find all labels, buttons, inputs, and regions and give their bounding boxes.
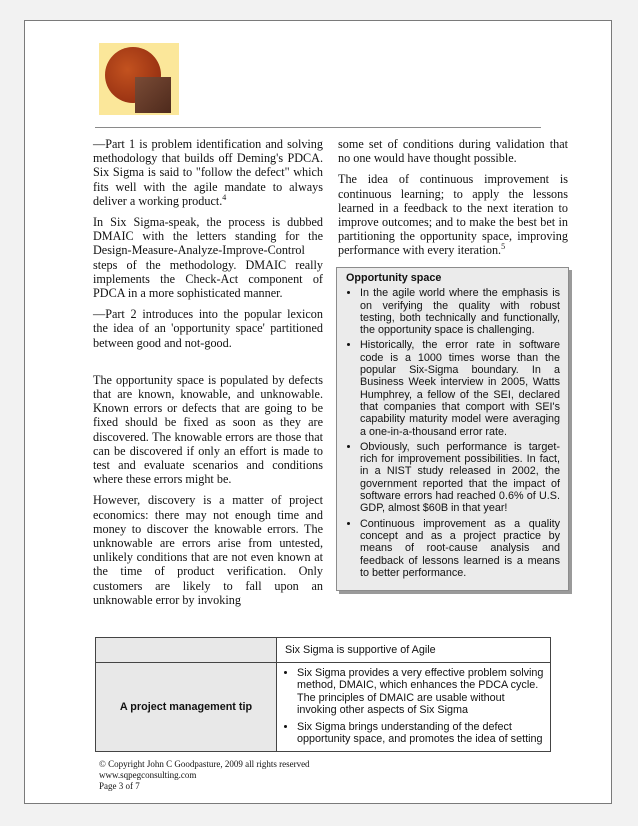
tip-header-blank-cell xyxy=(96,638,277,663)
paragraph xyxy=(338,172,568,257)
tip-list xyxy=(283,667,544,745)
paragraph: In Six Sigma-speak, the process is dubbed DMAIC with the letters standing for the Design-Measure-Analyze-Improve-Control steps of the methodology. DMAIC really implements the Check-Act component of PDCA in a more sophisticated manner. xyxy=(93,215,323,301)
paragraph: some set of conditions during validation that no one would have thought possible. xyxy=(338,137,568,166)
paragraph: —Part 2 introduces into the popular lexicon the idea of an 'opportunity space' partitioned between good and not-good. xyxy=(93,307,323,350)
tip-label: A project management tip xyxy=(96,663,277,752)
tip-header: Six Sigma is supportive of Agile xyxy=(277,638,551,663)
paragraph-text: The idea of continuous improvement is continuous learning; to apply the lessons learned in a feedback to the next iteration to improve outcomes; and to make the best bet in partitioning the opportunity space, improving performance with every iteration. xyxy=(338,172,568,258)
website-text: www.sqpegconsulting.com xyxy=(99,770,197,780)
sidebar-title: Opportunity space xyxy=(346,272,442,284)
sidebar-item: • Obviously, such performance is target-rich for improvement possibilities. In fact, in a NIST study released in 2002, the government reported that the impact of software errors had reached 0.6% of U.S. GDP, almost $60B in that year! xyxy=(360,441,560,515)
page-footer xyxy=(99,759,310,792)
right-column xyxy=(338,137,568,265)
header-rule xyxy=(95,127,541,128)
sidebar-item: • In the agile world where the emphasis is on verifying the quality with robust testing, both technically and functionally, the opportunity space is challenging. xyxy=(360,287,560,336)
footnote-marker: 4 xyxy=(222,192,227,202)
tip-content xyxy=(277,663,551,752)
sidebar-list xyxy=(346,287,560,579)
paragraph xyxy=(93,137,323,208)
copyright-text: © Copyright John C Goodpasture, 2009 all rights reserved xyxy=(99,759,310,769)
opportunity-space-sidebar xyxy=(336,267,569,591)
logo-square xyxy=(135,77,171,113)
footnote-marker: 5 xyxy=(501,242,506,252)
paragraph: However, discovery is a matter of project economics: there may not enough time and money to discover the knowable errors. The unknowable are errors arise from untested, unlikely conditions that are not even known at the time of product verification. Only customers are likely to fall upon an unknowable error by invoking xyxy=(93,493,323,607)
project-management-tip-table xyxy=(95,637,551,752)
page-number: Page 3 of 7 xyxy=(99,781,140,791)
company-logo xyxy=(99,43,179,115)
sidebar-item: • Historically, the error rate in software code is a 1000 times worse than the popular Six-Sigma boundary. In a Business Week interview in 2005, Watts Humphrey, a fellow of the SEI, declared that companies that comport with SEI's capability maturity model were averaging a one-in-a-thousand error rate. xyxy=(360,339,560,437)
left-column xyxy=(93,137,323,614)
paragraph-text: —Part 1 is problem identification and solving methodology that builds off Deming's PDCA. Six Sigma is said to "follow the defect" which fits well with the agile mandate to always deliver a working product. xyxy=(93,137,323,208)
tip-item: • Six Sigma provides a very effective problem solving method, DMAIC, which enhances the PDCA cycle. The principles of DMAIC are usable without invoking other aspects of Six Sigma xyxy=(297,667,544,717)
tip-item: • Six Sigma brings understanding of the defect opportunity space, and promotes the idea of setting xyxy=(297,721,544,746)
sidebar-item: • Continuous improvement as a quality concept and as a project practice by means of root-cause analysis and feedback of lessons learned is a means to better performance. xyxy=(360,518,560,579)
document-page xyxy=(24,20,612,804)
paragraph: The opportunity space is populated by defects that are known, knowable, and unknowable. Known errors or defects that are going to be fixed should be fixed as soon as they are discovered. The knowable errors are those that can be discovered if only an effort is made to test and evaluate scenarios and conditions where these errors might be. xyxy=(93,372,323,487)
